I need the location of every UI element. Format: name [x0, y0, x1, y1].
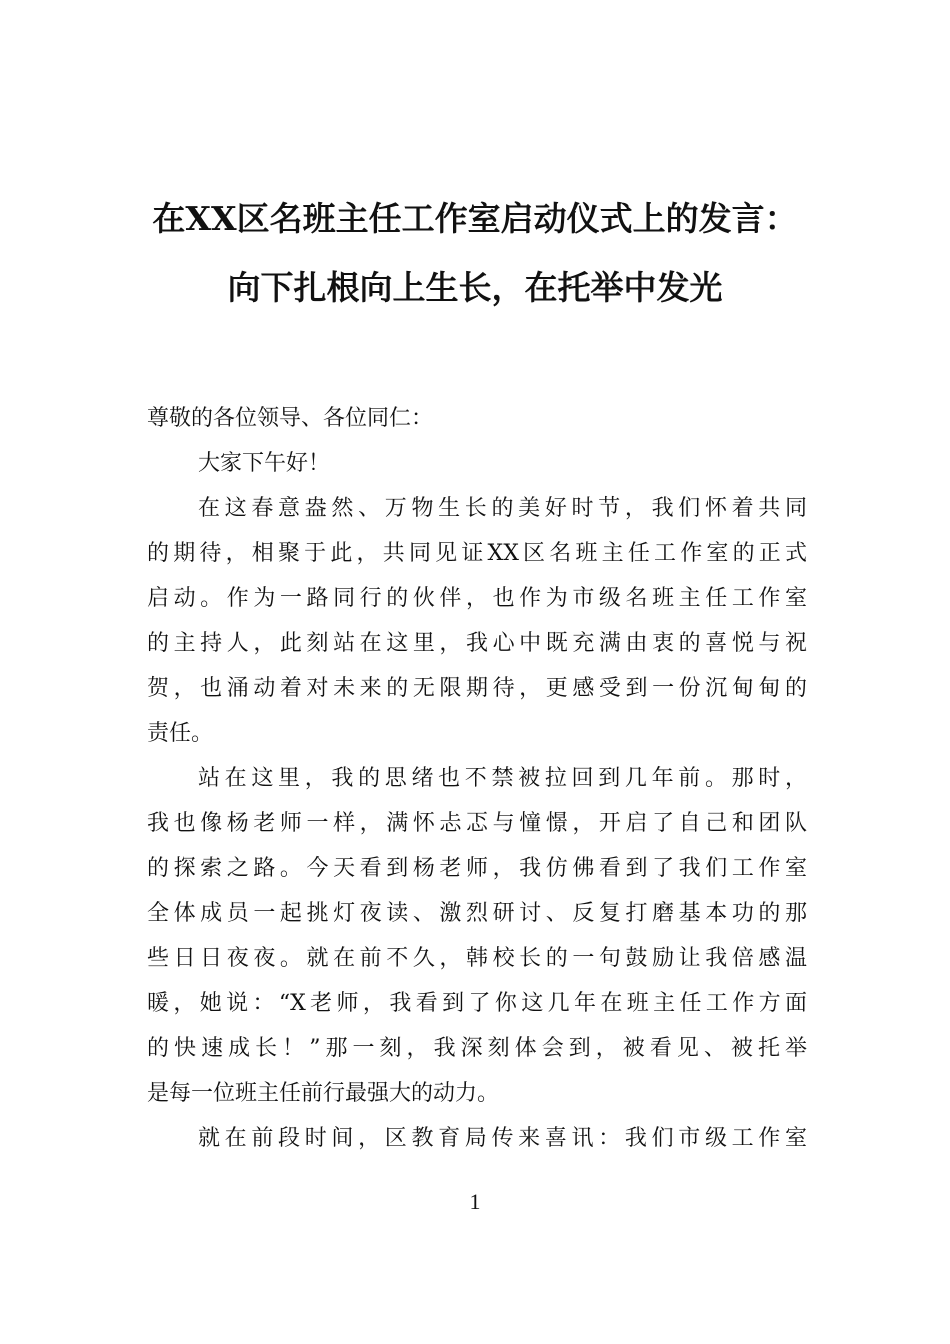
document-title-line-2: 向下扎根向上生长，在托举中发光: [227, 268, 723, 307]
salutation: 尊敬的各位领导、各位同仁：: [147, 406, 434, 431]
paragraph-1-line: 在这春意盎然、万物生长的美好时节，我们怀着共同: [198, 496, 807, 521]
paragraph-2-line: 我也像杨老师一样，满怀忐忑与憧憬，开启了自己和团队: [147, 811, 807, 836]
paragraph-2-line: 全体成员一起挑灯夜读、激烈研讨、反复打磨基本功的那: [147, 901, 807, 926]
page-number: 1: [469, 1189, 481, 1214]
paragraph-2-line: 些日日夜夜。就在前不久，韩校长的一句鼓励让我倍感温: [147, 946, 807, 971]
paragraph-2-line: 的探索之路。今天看到杨老师，我仿佛看到了我们工作室: [147, 856, 807, 881]
paragraph-1-line: 的期待，相聚于此，共同见证XX区名班主任工作室的正式: [147, 541, 807, 566]
paragraph-1-line: 贺，也涌动着对未来的无限期待，更感受到一份沉甸甸的: [147, 676, 807, 701]
paragraph-2-line: 站在这里，我的思绪也不禁被拉回到几年前。那时，: [198, 766, 807, 791]
paragraph-1-line: 启动。作为一路同行的伙伴，也作为市级名班主任工作室: [147, 586, 807, 611]
greeting: 大家下午好！: [198, 451, 331, 476]
paragraph-1-line: 责任。: [147, 721, 214, 746]
paragraph-2-line: 是每一位班主任前行最强大的动力。: [147, 1081, 500, 1106]
paragraph-1-line: 的主持人，此刻站在这里，我心中既充满由衷的喜悦与祝: [147, 631, 807, 656]
paragraph-2-line: 的快速成长！”那一刻，我深刻体会到，被看见、被托举: [147, 1036, 807, 1061]
paragraph-2-line: 暖，她说：“X老师，我看到了你这几年在班主任工作方面: [147, 991, 807, 1016]
document-title-line-1: 在XX区名班主任工作室启动仪式上的发言：: [152, 199, 798, 238]
paragraph-3-line: 就在前段时间，区教育局传来喜讯：我们市级工作室: [198, 1126, 807, 1151]
